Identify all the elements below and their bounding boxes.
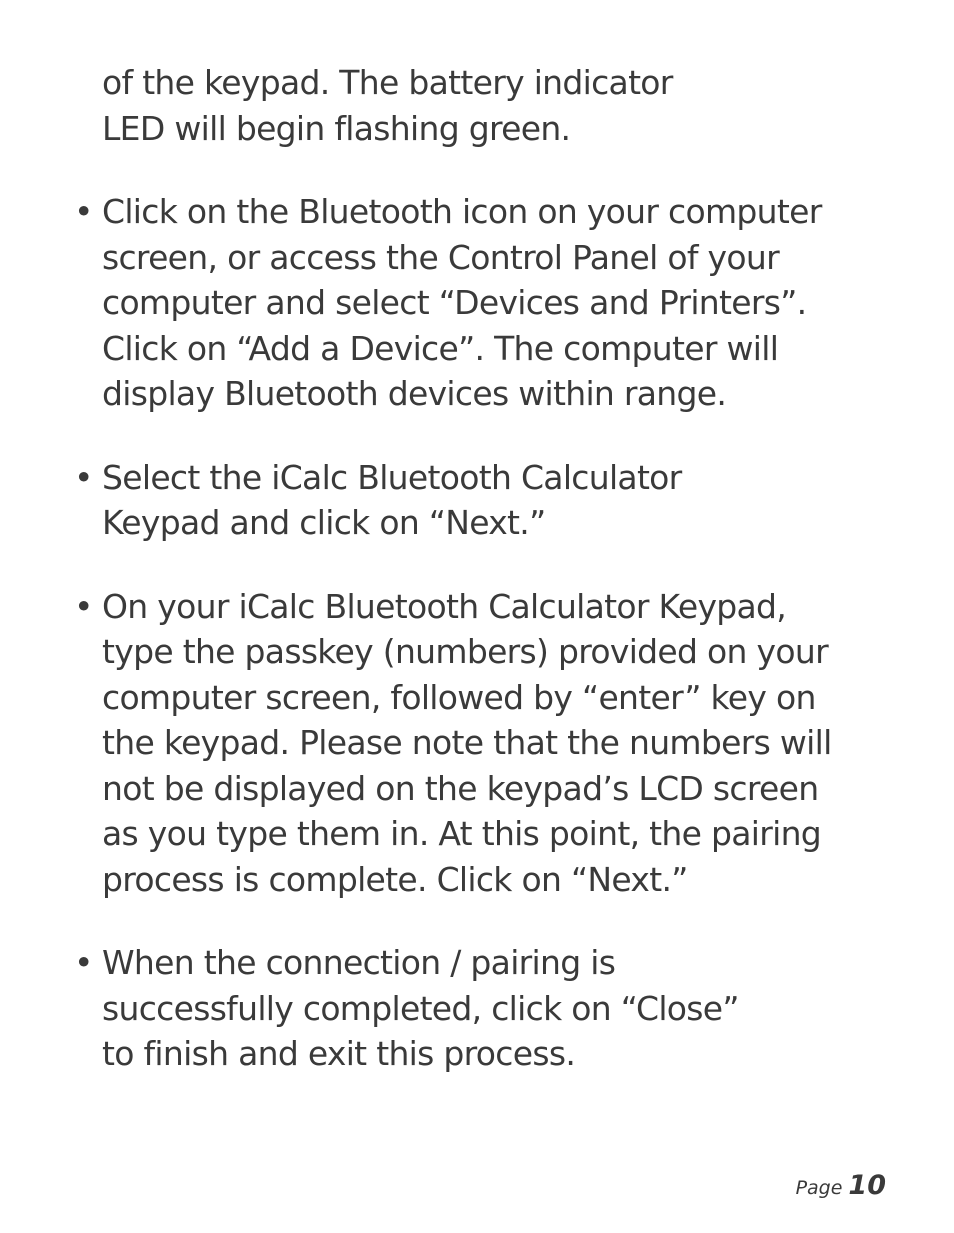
paragraph-continuation [72, 60, 832, 151]
text-line: display Bluetooth devices within range. [102, 374, 727, 413]
page-number: 10 [848, 1170, 886, 1201]
text-line: successfully completed, click on “Close” [102, 988, 739, 1028]
text-line: When the connection / pairing is [102, 943, 616, 982]
text-line: Click on “Add a Device”. The computer will [102, 328, 779, 368]
bullet-marker: • [74, 192, 94, 231]
text-line: Click on the Bluetooth icon on your computer [102, 192, 822, 231]
page-label: Page [795, 1177, 843, 1199]
text-line: Keypad and click on “Next.” [102, 503, 546, 542]
text-line: not be displayed on the keypad’s LCD screen [102, 768, 819, 808]
text-line: the keypad. Please note that the numbers will [102, 723, 832, 762]
text-line: to finish and exit this process. [102, 1034, 576, 1073]
bullet-item-select-keypad [72, 455, 832, 546]
bullet-marker: • [74, 457, 94, 497]
text-line: LED will begin flashing green. [102, 108, 571, 148]
text-line: computer and select “Devices and Printers”. [102, 283, 807, 322]
text-line: Select the iCalc Bluetooth Calculator [102, 457, 682, 497]
bullet-item-passkey [72, 584, 832, 903]
text-line: type the passkey (numbers) provided on your [102, 632, 828, 671]
bullet-item-bluetooth-icon [72, 189, 832, 417]
instructions-body [72, 60, 832, 1077]
bullet-item-close [72, 940, 832, 1077]
text-line: screen, or access the Control Panel of your [102, 237, 779, 277]
text-line: process is complete. Click on “Next.” [102, 859, 688, 899]
bullet-marker: • [74, 943, 94, 982]
text-line: computer screen, followed by “enter” key on [102, 677, 816, 717]
text-line: of the keypad. The battery indicator [102, 63, 673, 102]
page-footer [796, 1170, 886, 1201]
bullet-marker: • [74, 586, 94, 626]
text-line: as you type them in. At this point, the pairing [102, 814, 822, 853]
text-line: On your iCalc Bluetooth Calculator Keypad, [102, 586, 787, 626]
